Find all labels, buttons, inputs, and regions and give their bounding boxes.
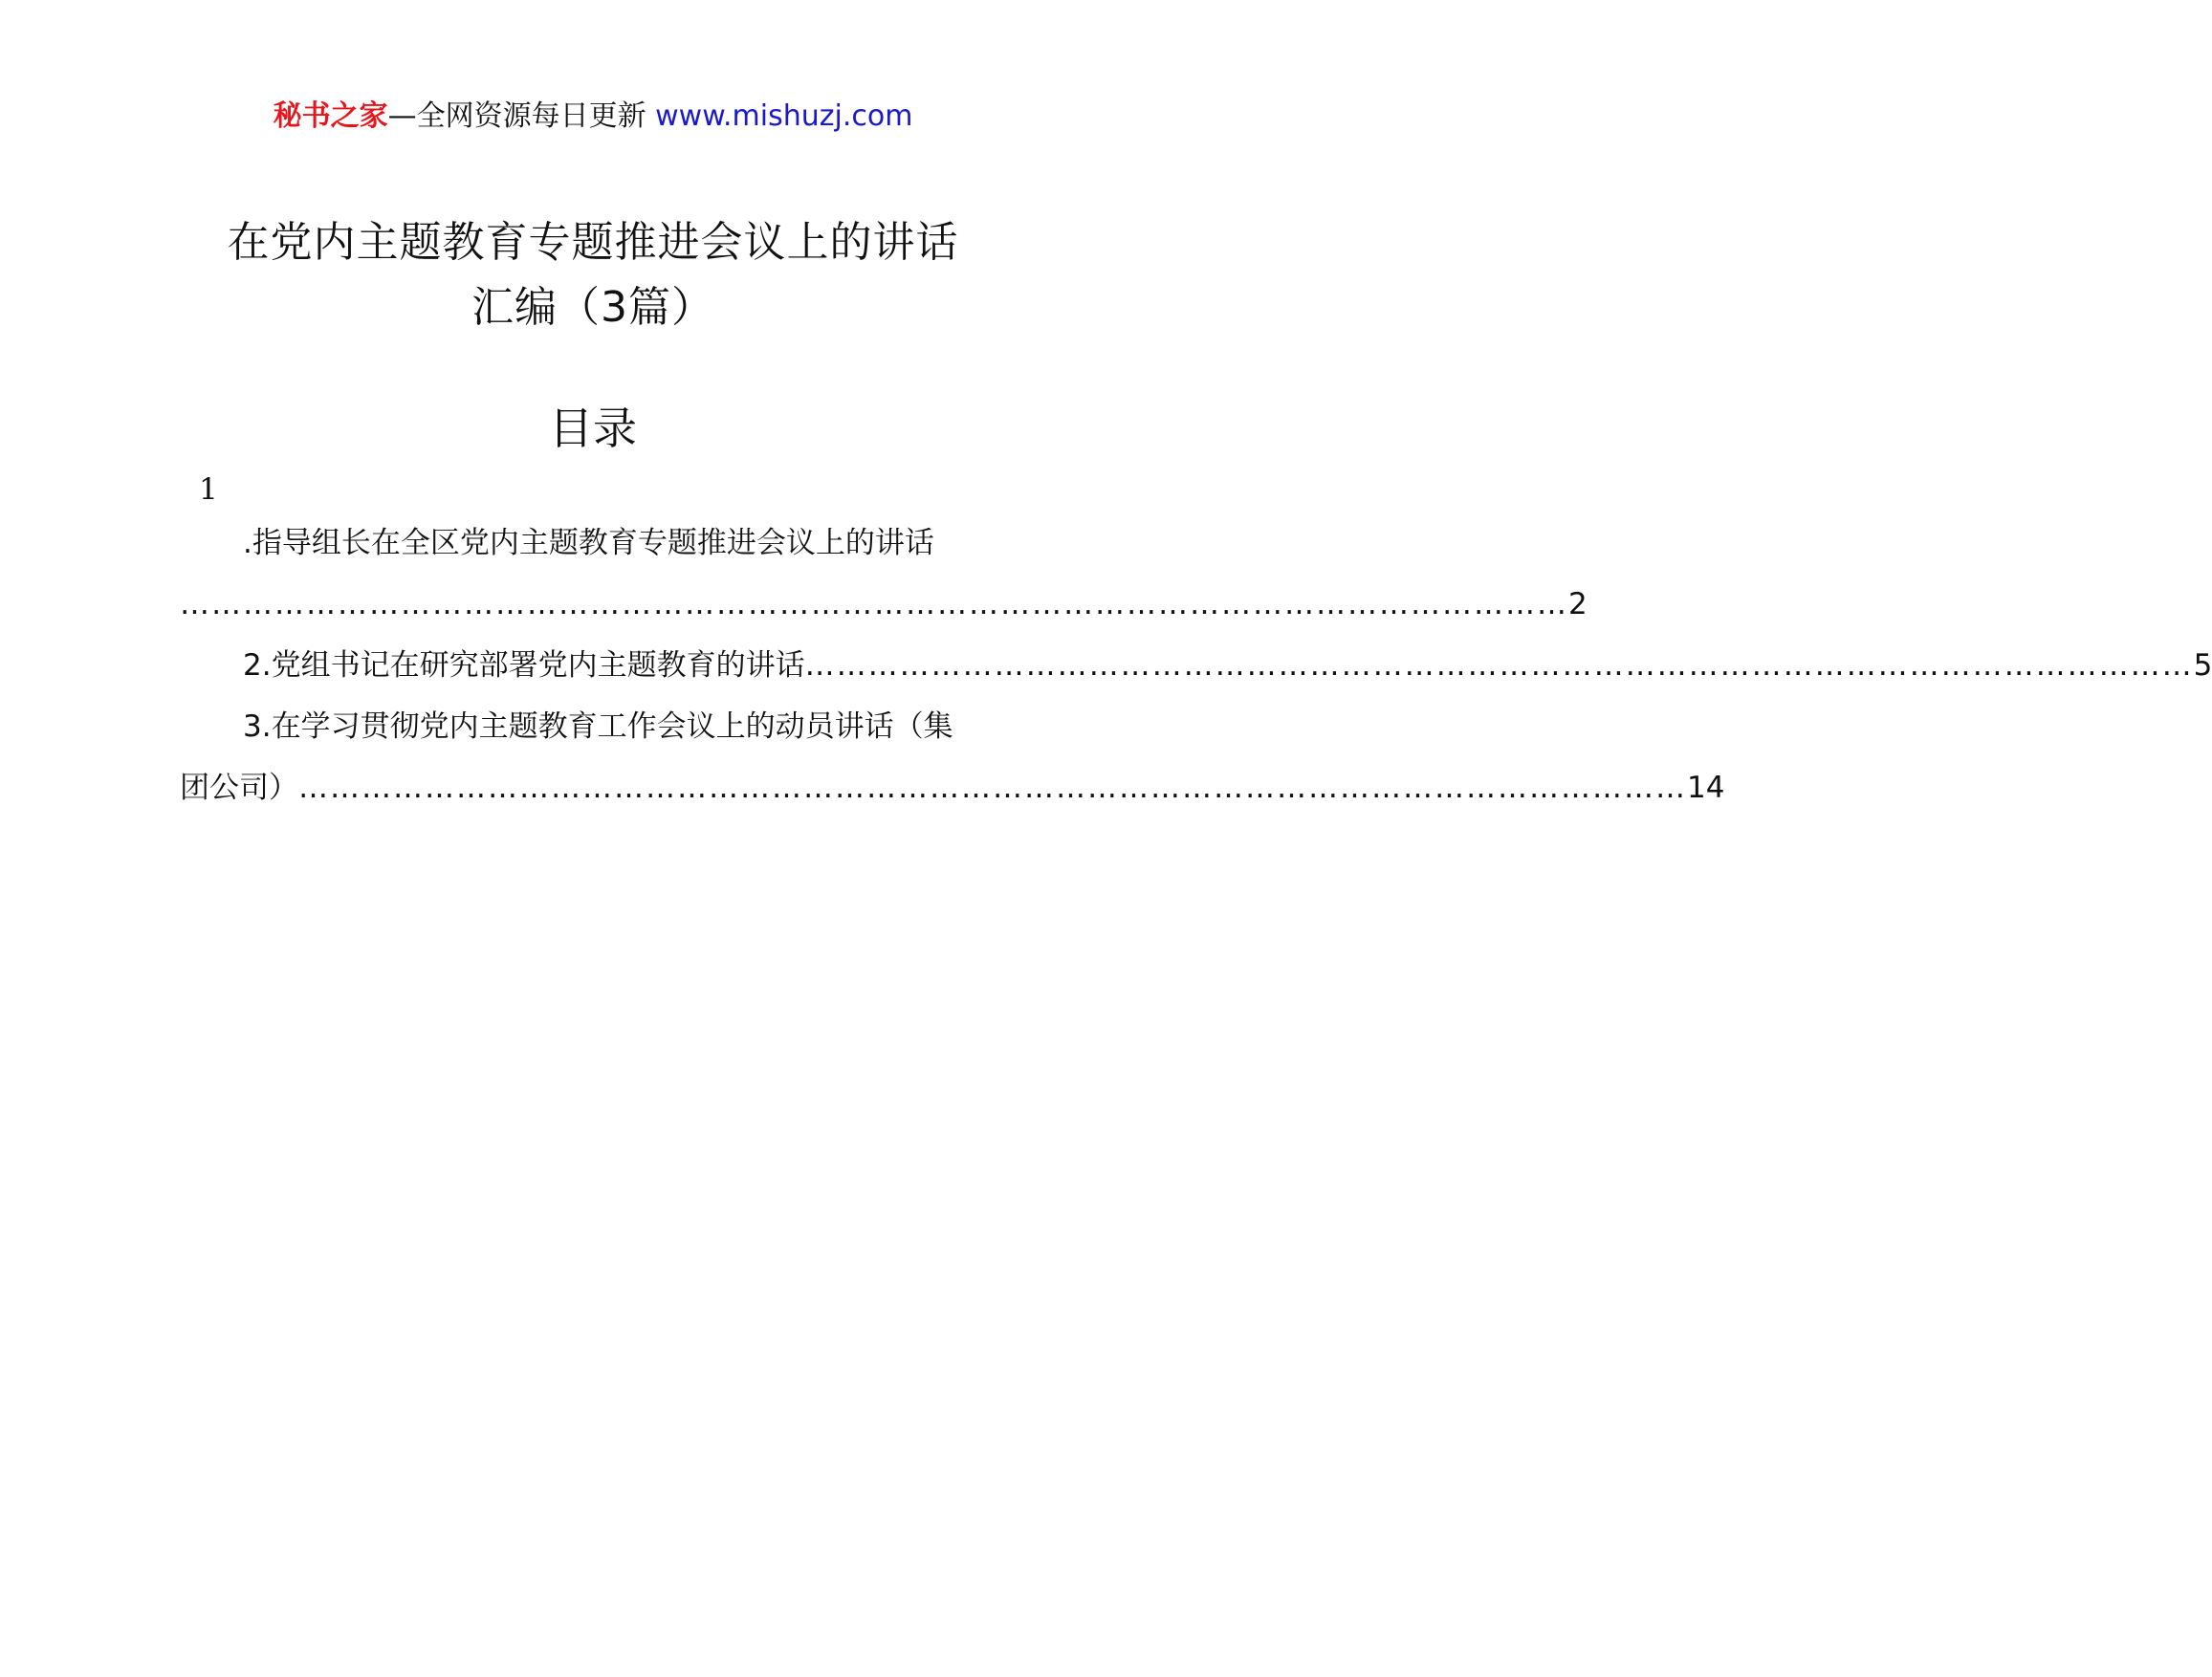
toc-entry-3-page: 14 — [1687, 771, 1725, 805]
toc-entry-1-text: .指导组长在全区党内主题教育专题推进会议上的讲话 — [243, 526, 934, 560]
document-title — [0, 210, 1186, 340]
table-of-contents — [180, 467, 2212, 818]
toc-entry-3-line-1[interactable] — [180, 696, 1002, 757]
title-line-2: 汇编（3篇） — [471, 283, 714, 332]
toc-entry-2[interactable] — [180, 635, 2212, 696]
toc-heading: 目录 — [549, 403, 637, 454]
site-url-link[interactable]: www.mishuzj.com — [655, 99, 913, 133]
toc-leader-dots: …………………………………………………………………………………………………………………… — [180, 587, 1568, 621]
toc-entry-3-line-2[interactable] — [180, 757, 1725, 818]
toc-entry-1-line-1[interactable] — [180, 512, 1002, 574]
toc-leader-dots: …………………………………………………………………………………………………………………… — [804, 648, 2194, 683]
toc-entry-1-line-2[interactable] — [180, 574, 1588, 635]
toc-entry-2-text: 2.党组书记在研究部署党内主题教育的讲话 — [243, 648, 805, 683]
brand-name: 秘书之家 — [273, 99, 388, 133]
toc-stray-number: 1 — [199, 472, 218, 507]
toc-entry-3-text: 3.在学习贯彻党内主题教育工作会议上的动员讲话（集 — [243, 709, 953, 744]
toc-entry-1-page: 2 — [1568, 587, 1588, 621]
header-tagline: —全网资源每日更新 — [387, 99, 646, 133]
toc-leader-dots: …………………………………………………………………………………………………………………… — [298, 771, 1687, 805]
toc-entry-3-text-cont: 团公司） — [180, 771, 298, 805]
toc-entry-2-page: 5 — [2193, 648, 2212, 683]
site-header — [0, 96, 1186, 138]
title-line-1: 在党内主题教育专题推进会议上的讲话 — [227, 218, 959, 267]
